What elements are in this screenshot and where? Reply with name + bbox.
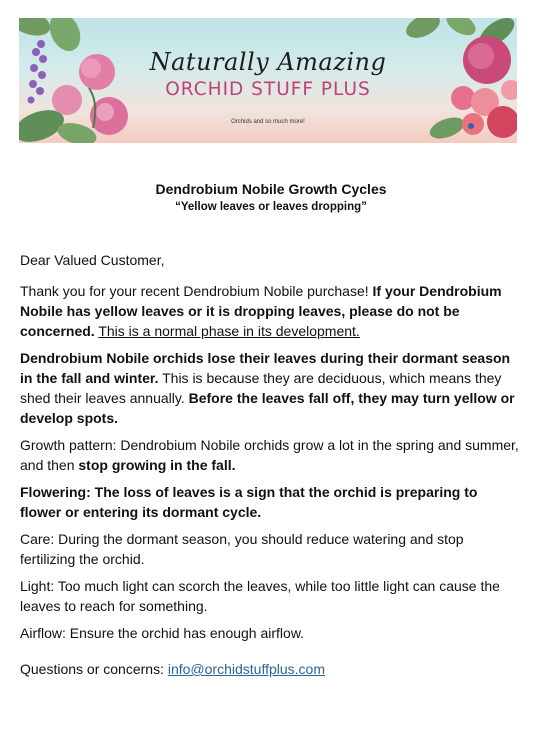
paragraph-light: Light: Too much light can scorch the leaves, while too little light can cause the leaves to reach for something. <box>20 578 500 614</box>
reassurance-bold: If your Dendrobium Nobile has yellow leaves or it is dropping leaves, please do not be concerned. <box>20 283 502 339</box>
banner-tagline: Orchids and so much more! <box>231 119 305 125</box>
flowering-bold: Flowering: The loss of leaves is a sign that the orchid is preparing to flower or entering its dormant cycle. <box>20 484 478 520</box>
paragraph-thank-you <box>20 281 520 341</box>
yellow-spots-bold: Before the leaves fall off, they may turn yellow or develop spots. <box>20 390 515 426</box>
header-banner <box>19 18 517 143</box>
document-title: Dendrobium Nobile Growth Cycles <box>155 181 387 197</box>
paragraph-flowering <box>20 482 520 522</box>
greeting: Dear Valued Customer, <box>20 252 165 268</box>
thank-you-text: Thank you for your recent Dendrobium Nobile purchase! <box>20 283 373 299</box>
document-subtitle: “Yellow leaves or leaves dropping” <box>175 201 367 213</box>
deciduous-text: This is because they are deciduous, which means they shed their leaves annually. <box>20 370 502 406</box>
stop-growing-bold: stop growing in the fall. <box>78 457 236 473</box>
letter-body <box>20 250 520 686</box>
paragraph-dormant-season <box>20 348 520 428</box>
paragraph-care: Care: During the dormant season, you should reduce watering and stop fertilizing the orchid. <box>20 531 464 567</box>
paragraph-airflow: Airflow: Ensure the orchid has enough airflow. <box>20 625 305 641</box>
dormant-bold: Dendrobium Nobile orchids lose their leaves during their dormant season in the fall and winter. <box>20 350 511 386</box>
email-link[interactable]: info@orchidstuffplus.com <box>167 661 325 677</box>
questions-label: Questions or concerns: <box>20 661 168 677</box>
closing-line <box>20 659 520 679</box>
growth-text: Growth pattern: Dendrobium Nobile orchids grow a lot in the spring and summer, and then <box>20 437 519 473</box>
banner-script-title: Naturally Amazing <box>149 48 387 76</box>
paragraph-growth-pattern <box>20 435 520 475</box>
normal-phase-underlined: This is a normal phase in its development. <box>98 323 360 339</box>
banner-brand-name: ORCHID STUFF PLUS <box>165 79 371 100</box>
